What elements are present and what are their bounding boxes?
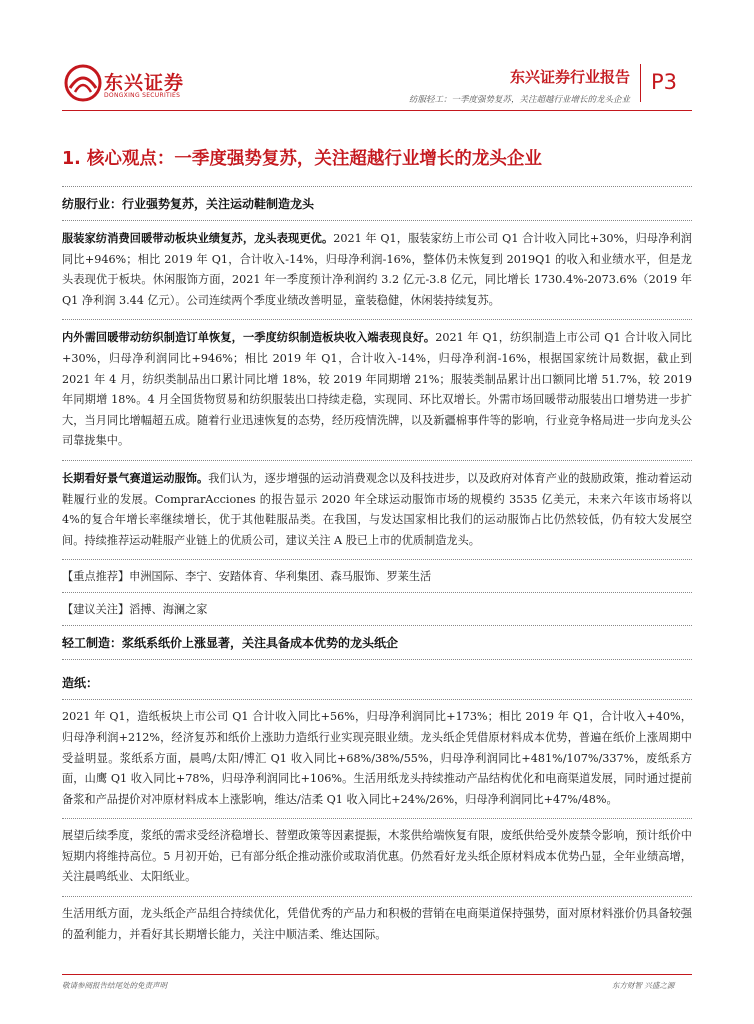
rec-label: 【重点推荐】 <box>62 570 130 584</box>
sug-label: 【建议关注】 <box>62 603 130 617</box>
key-recommendations <box>62 568 692 584</box>
dotted-divider <box>62 559 692 560</box>
paragraph-paper-q1: 2021 年 Q1，造纸板块上市公司 Q1 合计收入同比+56%，归母净利润同比+173%；相比 2019 年 Q1，合计收入+40%，归母净利润+212%，经济复苏和纸价上涨助力造纸行业实现亮眼业绩。龙头纸企凭借原材料成本优势，普遍在纸价上涨周期中受益明显。浆纸系方面，晨鸣/太阳/博汇 Q1 收入同比+68%/38%/55%，归母净利润同比+481%/107%/337%，废纸系方面，山鹰 Q1 收入同比+78%，归母净利润同比+106%。生活用纸龙头持续推动产品结构优化和电商渠道发展，同时通过提前备浆和产品提价对冲原材料成本上涨影响，维达/洁柔 Q1 收入同比+24%/26%，归母净利润同比+47%/48%。 <box>62 710 692 806</box>
dotted-divider <box>62 319 692 320</box>
suggested-attention <box>62 601 692 617</box>
sug-list: 滔搏、海澜之家 <box>129 603 208 617</box>
dotted-divider <box>62 592 692 593</box>
paragraph-tissue: 生活用纸方面，龙头纸企产品组合持续优化，凭借优秀的产品力和积极的营销在电商渠道保持强势，面对原材料涨价仍具备较强的盈利能力，并看好其长期增长能力，关注中顺洁柔、维达国际。 <box>62 907 692 941</box>
paragraph-sportswear <box>62 468 692 551</box>
paper-heading: 造纸： <box>62 676 99 691</box>
dotted-divider <box>62 186 692 187</box>
paragraph-lead: 长期看好景气赛道运动服饰。 <box>62 470 209 485</box>
dotted-divider <box>62 818 692 819</box>
footer-slogan: 东方财智 兴盛之源 <box>612 981 675 990</box>
paragraph-apparel <box>62 228 692 311</box>
report-subtitle: 纺服轻工：一季度强势复苏，关注超越行业增长的龙头企业 <box>408 95 630 105</box>
paragraph-body: 2021 年 Q1，纺织制造上市公司 Q1 合计收入同比+30%，归母净利润同比+946%；相比 2019 年 Q1，合计收入-14%，归母净利润-16%，根据国家统计局数据，截止到 2021 年 4 月，纺织类制品出口累计同比增 18%，较 2019 年同期增 21%；服装类制品累计出口额同比增 51.7%，较 2019 年同期增 18%。4 月全国货物贸易和纺织服装出口持续走稳，实现同、环比双增长。外需市场回暖带动服装出口增势进一步扩大，当月同比增幅超五成。随着行业迅速恢复的态势，经历疫情洗牌，以及新疆棉事件等的影响，行业竞争格局进一步向龙头公司靠拢集中。 <box>62 331 692 448</box>
dotted-divider <box>62 625 692 626</box>
logo-name: 东兴证券 <box>104 72 185 94</box>
dotted-divider <box>62 460 692 461</box>
dotted-divider <box>62 699 692 700</box>
paragraph-body: 我们认为，逐步增强的运动消费观念以及科技进步，以及政府对体育产业的鼓励政策，推动着运动鞋履行业的发展。ComprarAcciones 的报告显示 2020 年全球运动服饰市场的规模约 3535 亿美元，未来六年该市场将以 4%的复合年增长率继续增长，优于其他鞋服品类。在我国，与发达国家相比我们的运动服饰占比仍然较低，仍有较大发展空间。持续推荐运动鞋服产业链上的优质公司，建议关注 A 股已上市的优质制造龙头。 <box>62 471 692 547</box>
company-logo <box>64 64 194 108</box>
main-content <box>62 145 692 953</box>
paragraph-lead: 内外需回暖带动纺织制造订单恢复，一季度纺织制造板块收入端表现良好。 <box>62 330 436 345</box>
dotted-divider <box>62 896 692 897</box>
page-header <box>0 0 754 112</box>
paragraph-textile-manufacturing <box>62 327 692 452</box>
report-title: 东兴证券行业报告 <box>509 68 630 86</box>
logo-subtitle: DONGXING SECURITIES <box>104 92 181 99</box>
logo-mark-icon <box>64 64 102 102</box>
section-title: 1. 核心观点：一季度强势复苏，关注超越行业增长的龙头企业 <box>62 149 542 169</box>
paragraph-paper-outlook: 展望后续季度，浆纸的需求受经济稳增长、替塑政策等因素提振，木浆供给端恢复有限，废纸供给受外废禁令影响，预计纸价中短期内将维持高位。5 月初开始，已有部分纸企推动涨价或取消优惠。仍然看好龙头纸企原材料成本优势凸显，全年业绩高增，关注晨鸣纸业、太阳纸业。 <box>62 829 692 884</box>
page-number: P3 <box>651 70 678 94</box>
header-divider <box>640 64 641 102</box>
footer-disclaimer: 敬请参阅报告结尾处的免责声明 <box>62 981 167 990</box>
paragraph-lead: 服装家纺消费回暖带动板块业绩复苏，龙头表现更优。 <box>62 231 334 245</box>
footer-rule <box>62 974 692 975</box>
dotted-divider <box>62 659 692 660</box>
dotted-divider <box>62 220 692 221</box>
header-rule <box>62 110 692 111</box>
rec-list: 申洲国际、李宁、安踏体育、华利集团、森马服饰、罗莱生活 <box>129 570 432 584</box>
textile-heading: 纺服行业：行业强势复苏，关注运动鞋制造龙头 <box>62 197 315 211</box>
header-titles <box>409 66 630 105</box>
paragraph-body: 2021 年 Q1，服装家纺上市公司 Q1 合计收入同比+30%，归母净利润同比+946%；相比 2019 年 Q1，合计收入-14%，归母净利润-16%，整体仍未恢复到 2019Q1 的收入和业绩水平，但是龙头表现优于板块。休闲服饰方面，2021 年一季度预计净利润约 3.2 亿元-3.8 亿元，同比增长 1730.4%-2073.6%（2019 年 Q1 净利润 3.44 亿元）。公司连续两个季度业绩改善明显，童装稳健，休闲装持续复苏。 <box>62 232 692 307</box>
light-industry-heading: 轻工制造：浆纸系纸价上涨显著，关注具备成本优势的龙头纸企 <box>62 636 399 651</box>
